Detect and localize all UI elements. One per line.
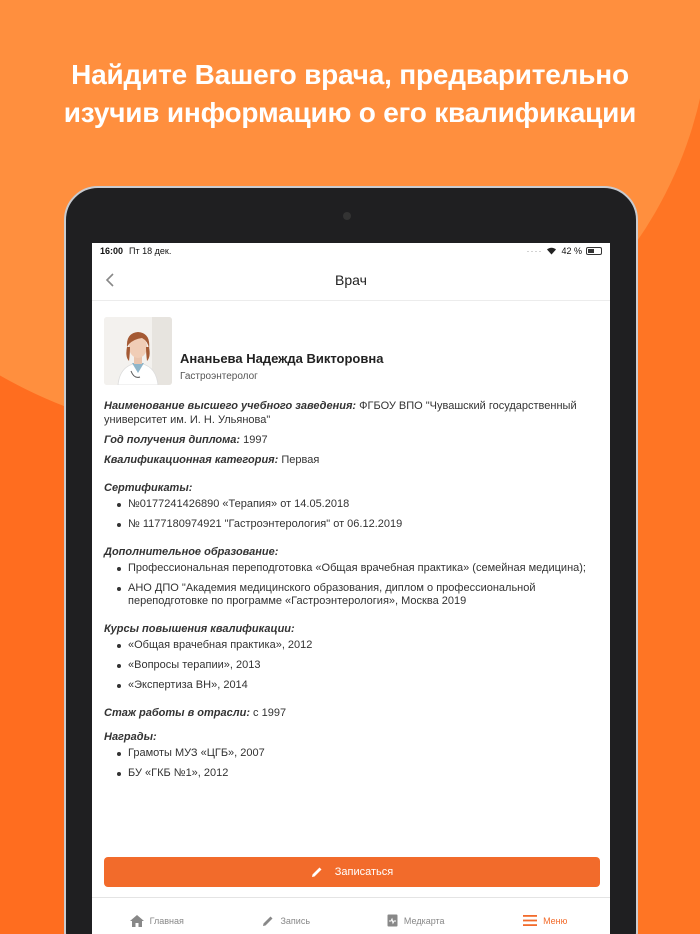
awards-section xyxy=(104,730,598,780)
battery-icon xyxy=(586,247,602,255)
camera-dot xyxy=(343,212,351,220)
promo-headline xyxy=(20,56,680,132)
list-item: АНО ДПО "Академия медицинского образования, диплом о профессиональной переподготовке по программе «Гастроэнтерология», Москва 2019 xyxy=(104,582,598,608)
info-label: Квалификационная категория: xyxy=(104,454,279,466)
list-item: «Общая врачебная практика», 2012 xyxy=(104,639,598,652)
list-item: Профессиональная переподготовка «Общая врачебная практика» (семейная медицина); xyxy=(104,562,598,575)
tab-booking[interactable] xyxy=(222,898,352,934)
list-item: № 1177180974921 "Гастроэнтерология" от 06.12.2019 xyxy=(104,518,598,531)
certificates-section xyxy=(104,481,598,531)
status-date: Пт 18 дек. xyxy=(129,246,172,256)
info-value: ФГБОУ ВПО "Чувашский государственный университет им. И. Н. Ульянова" xyxy=(104,400,577,426)
tab-medcard[interactable] xyxy=(351,898,481,934)
doctor-details xyxy=(92,301,610,780)
info-university xyxy=(104,399,598,427)
list-item: БУ «ГКБ №1», 2012 xyxy=(104,767,598,780)
tab-label: Медкарта xyxy=(403,915,445,926)
status-time: 16:00 xyxy=(100,246,124,256)
headline-line: изучив информацию о его квалификации xyxy=(63,97,637,128)
list-item: Грамоты МУЗ «ЦГБ», 2007 xyxy=(104,747,598,760)
info-label: Стаж работы в отрасли: xyxy=(104,707,250,719)
status-right xyxy=(526,246,602,257)
book-appointment-button[interactable] xyxy=(104,857,600,887)
section-title: Дополнительное образование: xyxy=(104,546,279,558)
app-screen xyxy=(92,243,610,934)
doctor-specialty: Гастроэнтеролог xyxy=(180,370,258,382)
status-bar xyxy=(92,243,610,259)
doctor-card xyxy=(104,317,598,385)
book-button-label: Записаться xyxy=(334,866,394,878)
tab-bar xyxy=(92,897,610,934)
battery-percent: 42 % xyxy=(561,246,582,256)
education-section xyxy=(104,545,598,608)
page-title: Врач xyxy=(335,271,367,288)
list-item: №0177241426890 «Терапия» от 14.05.2018 xyxy=(104,498,598,511)
pencil-icon xyxy=(311,866,323,878)
info-label: Год получения диплома: xyxy=(104,434,241,446)
chevron-left-icon xyxy=(105,273,115,287)
courses-section xyxy=(104,622,598,692)
info-diploma-year xyxy=(104,433,598,447)
medcard-icon xyxy=(387,914,398,927)
list-item: «Вопросы терапии», 2013 xyxy=(104,659,598,672)
info-value: с 1997 xyxy=(249,707,287,719)
info-value: Первая xyxy=(278,454,320,466)
tab-label: Главная xyxy=(149,915,184,926)
tab-menu[interactable] xyxy=(481,898,611,934)
section-title: Курсы повышения квалификации: xyxy=(104,623,295,635)
menu-icon xyxy=(523,915,537,926)
list-item: «Экспертиза ВН», 2014 xyxy=(104,679,598,692)
back-button[interactable] xyxy=(98,268,122,292)
info-category xyxy=(104,453,598,467)
tab-label: Запись xyxy=(280,915,311,926)
section-title: Награды: xyxy=(104,731,157,743)
dots-icon: ···· xyxy=(526,246,543,256)
tab-home[interactable] xyxy=(92,898,222,934)
pencil-icon xyxy=(262,915,274,927)
wifi-icon xyxy=(546,246,557,257)
home-icon xyxy=(130,915,144,927)
doctor-name: Ананьева Надежда Викторовна xyxy=(180,350,384,366)
tab-label: Меню xyxy=(543,915,568,926)
doctor-photo xyxy=(104,317,172,385)
info-label: Наименование высшего учебного заведения: xyxy=(104,400,357,412)
experience-row xyxy=(104,706,598,720)
headline-line: Найдите Вашего врача, предварительно xyxy=(71,59,629,90)
info-value: 1997 xyxy=(240,434,268,446)
nav-bar xyxy=(92,259,610,301)
section-title: Сертификаты: xyxy=(104,482,193,494)
